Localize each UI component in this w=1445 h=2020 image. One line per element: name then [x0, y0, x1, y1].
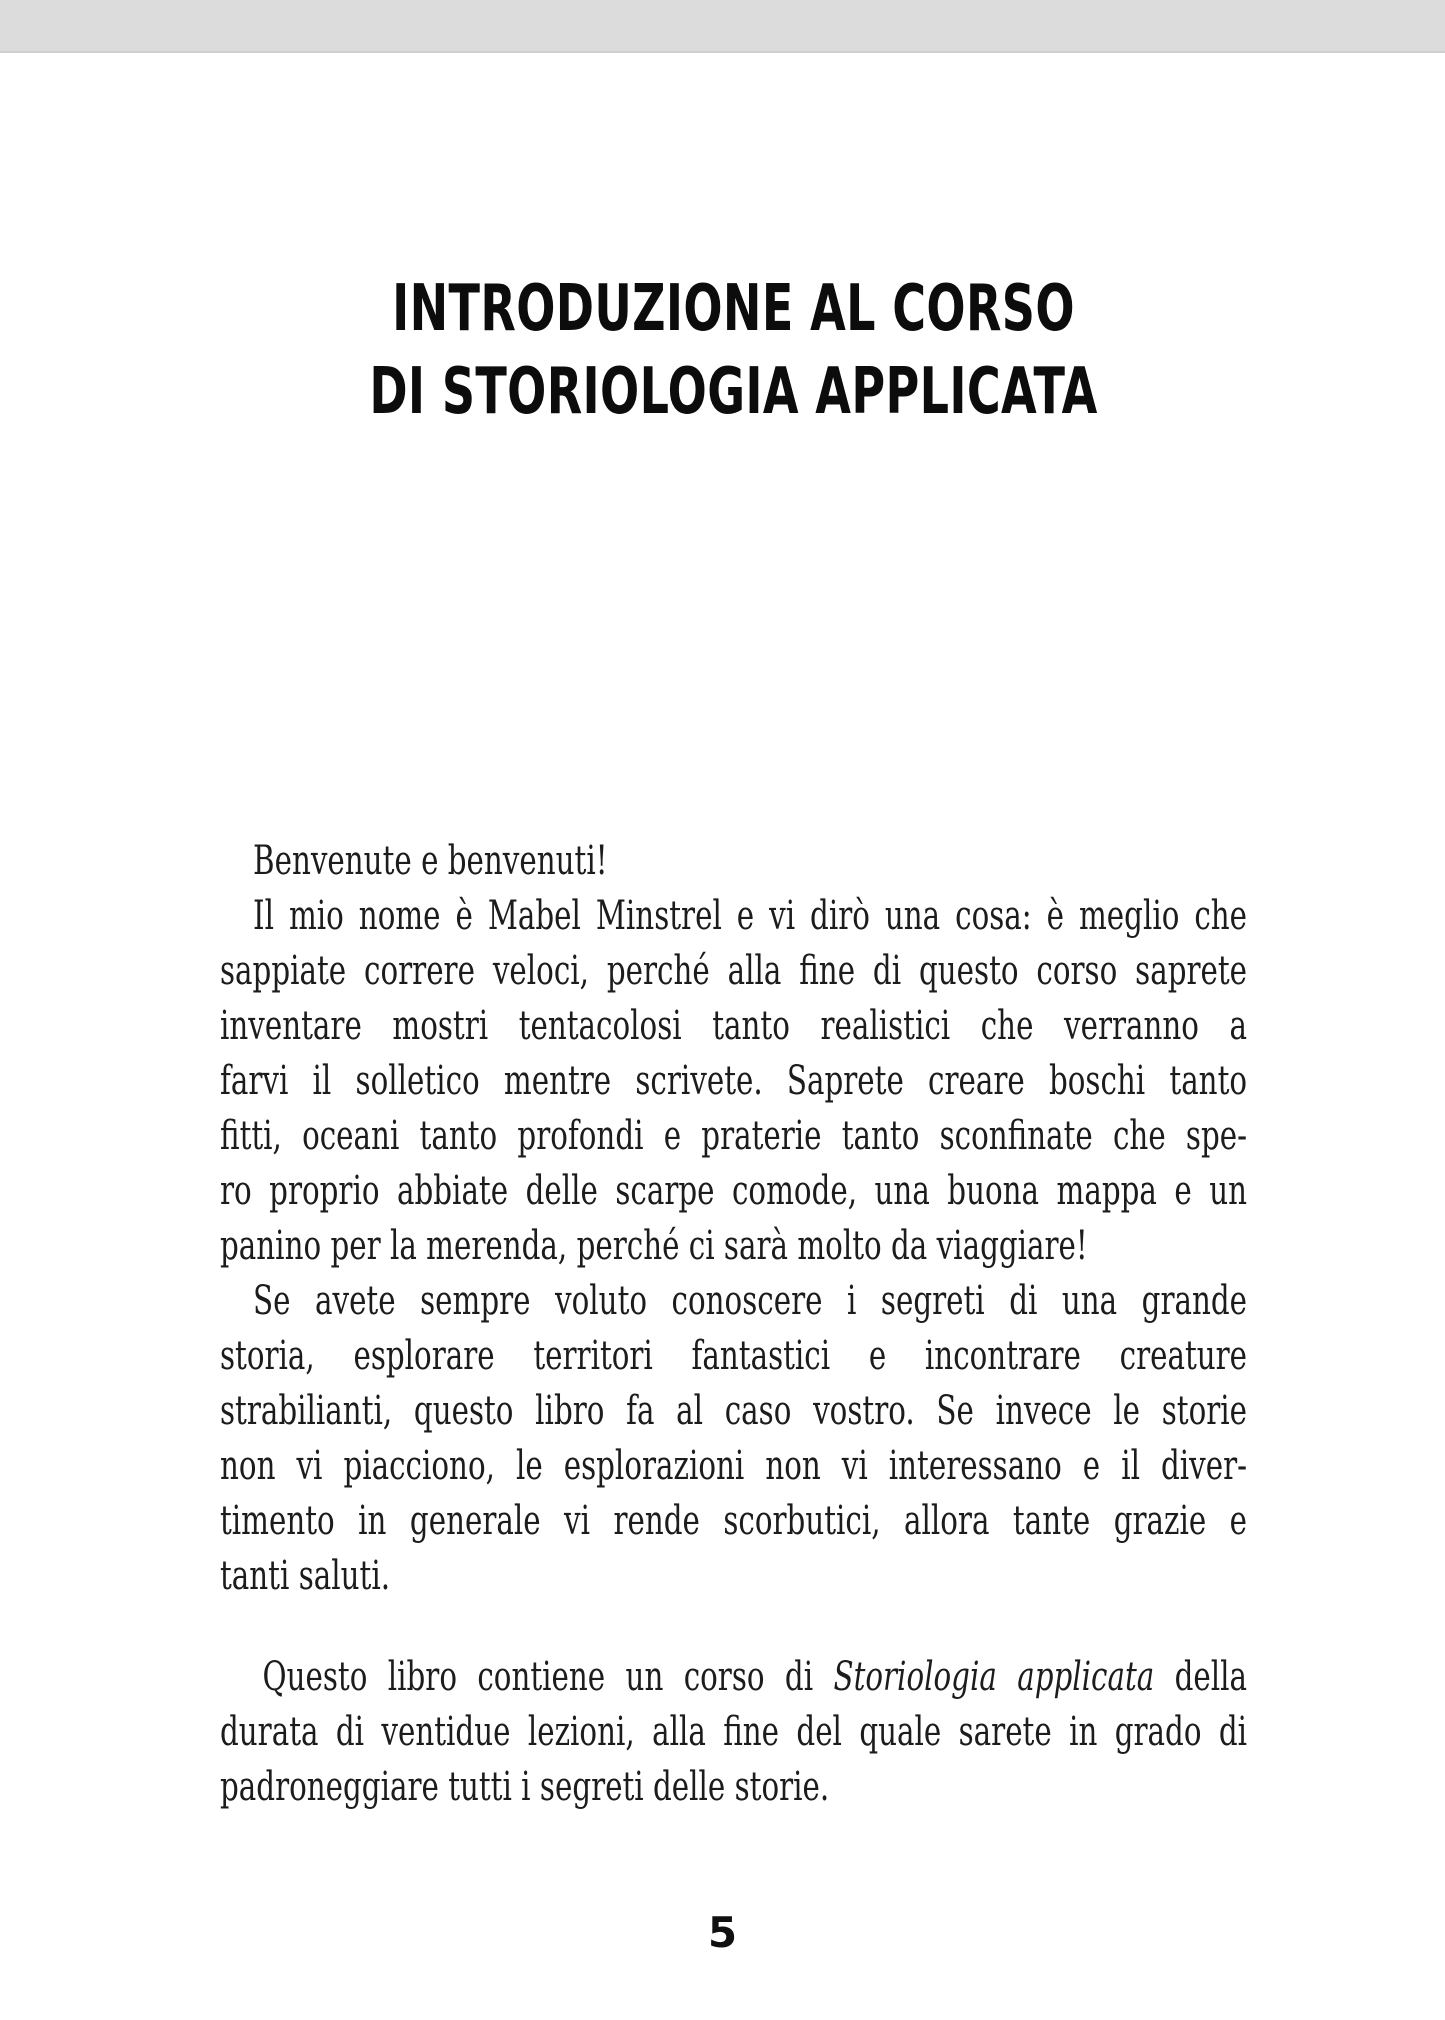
body-text — [220, 834, 1247, 1815]
text-segment: tanti saluti. — [220, 1553, 391, 1599]
chapter-title-line-1: INTRODUZIONE AL CORSO — [392, 272, 1075, 346]
text-segment: della — [1154, 1654, 1248, 1700]
text-line — [220, 834, 1247, 889]
text-segment: Benvenute e benvenuti! — [253, 838, 608, 884]
scan-edge-bar — [0, 0, 1445, 53]
text-segment: Se avete sempre voluto conoscere i segreti di una grande — [253, 1278, 1248, 1324]
text-line — [220, 1219, 1247, 1274]
page-number: 5 — [707, 1908, 738, 1957]
italic-term: Storiologia applicata — [833, 1654, 1155, 1700]
text-segment: strabilianti, questo libro fa al caso vostro. Se invece le storie — [220, 1388, 1248, 1434]
text-segment: durata di ventidue lezioni, alla fine del quale sarete in grado di — [220, 1709, 1248, 1755]
text-line — [220, 889, 1247, 944]
text-segment: timento in generale vi rende scorbutici, allora tante grazie e — [220, 1498, 1248, 1544]
text-line — [220, 1109, 1247, 1164]
text-line — [220, 1549, 1247, 1604]
paragraph — [220, 1650, 1247, 1815]
text-line — [220, 999, 1247, 1054]
text-line — [220, 1274, 1247, 1329]
text-line — [220, 1705, 1247, 1760]
text-line — [220, 1650, 1247, 1705]
text-line — [220, 1164, 1247, 1219]
text-line — [220, 1760, 1247, 1815]
text-segment: fitti, oceani tanto profondi e praterie tanto sconfinate che spe- — [220, 1113, 1248, 1159]
text-line — [220, 1439, 1247, 1494]
text-segment: panino per la merenda, perché ci sarà molto da viaggiare! — [220, 1223, 1088, 1269]
text-segment: inventare mostri tentacolosi tanto realistici che verranno a — [220, 1003, 1248, 1049]
text-line — [220, 1329, 1247, 1384]
text-line — [220, 1384, 1247, 1439]
text-segment: sappiate correre veloci, perché alla fine di questo corso saprete — [220, 948, 1248, 994]
text-segment: non vi piacciono, le esplorazioni non vi interessano e il diver- — [220, 1443, 1248, 1489]
text-segment: padroneggiare tutti i segreti delle storie. — [220, 1764, 830, 1810]
paragraph — [220, 834, 1247, 889]
text-line — [220, 944, 1247, 999]
text-segment: farvi il solletico mentre scrivete. Saprete creare boschi tanto — [220, 1058, 1248, 1104]
text-segment: Il mio nome è Mabel Minstrel e vi dirò una cosa: è meglio che — [253, 893, 1248, 939]
paragraph — [220, 889, 1247, 1274]
chapter-title — [220, 268, 1247, 434]
text-line — [220, 1494, 1247, 1549]
chapter-title-line-2: DI STORIOLOGIA APPLICATA — [369, 355, 1098, 429]
text-line — [220, 1054, 1247, 1109]
text-segment: ro proprio abbiate delle scarpe comode, una buona mappa e un — [220, 1168, 1248, 1214]
text-segment: Questo libro contiene un corso di — [262, 1654, 834, 1700]
text-segment: storia, esplorare territori fantastici e incontrare creature — [220, 1333, 1248, 1379]
paragraph — [220, 1274, 1247, 1604]
